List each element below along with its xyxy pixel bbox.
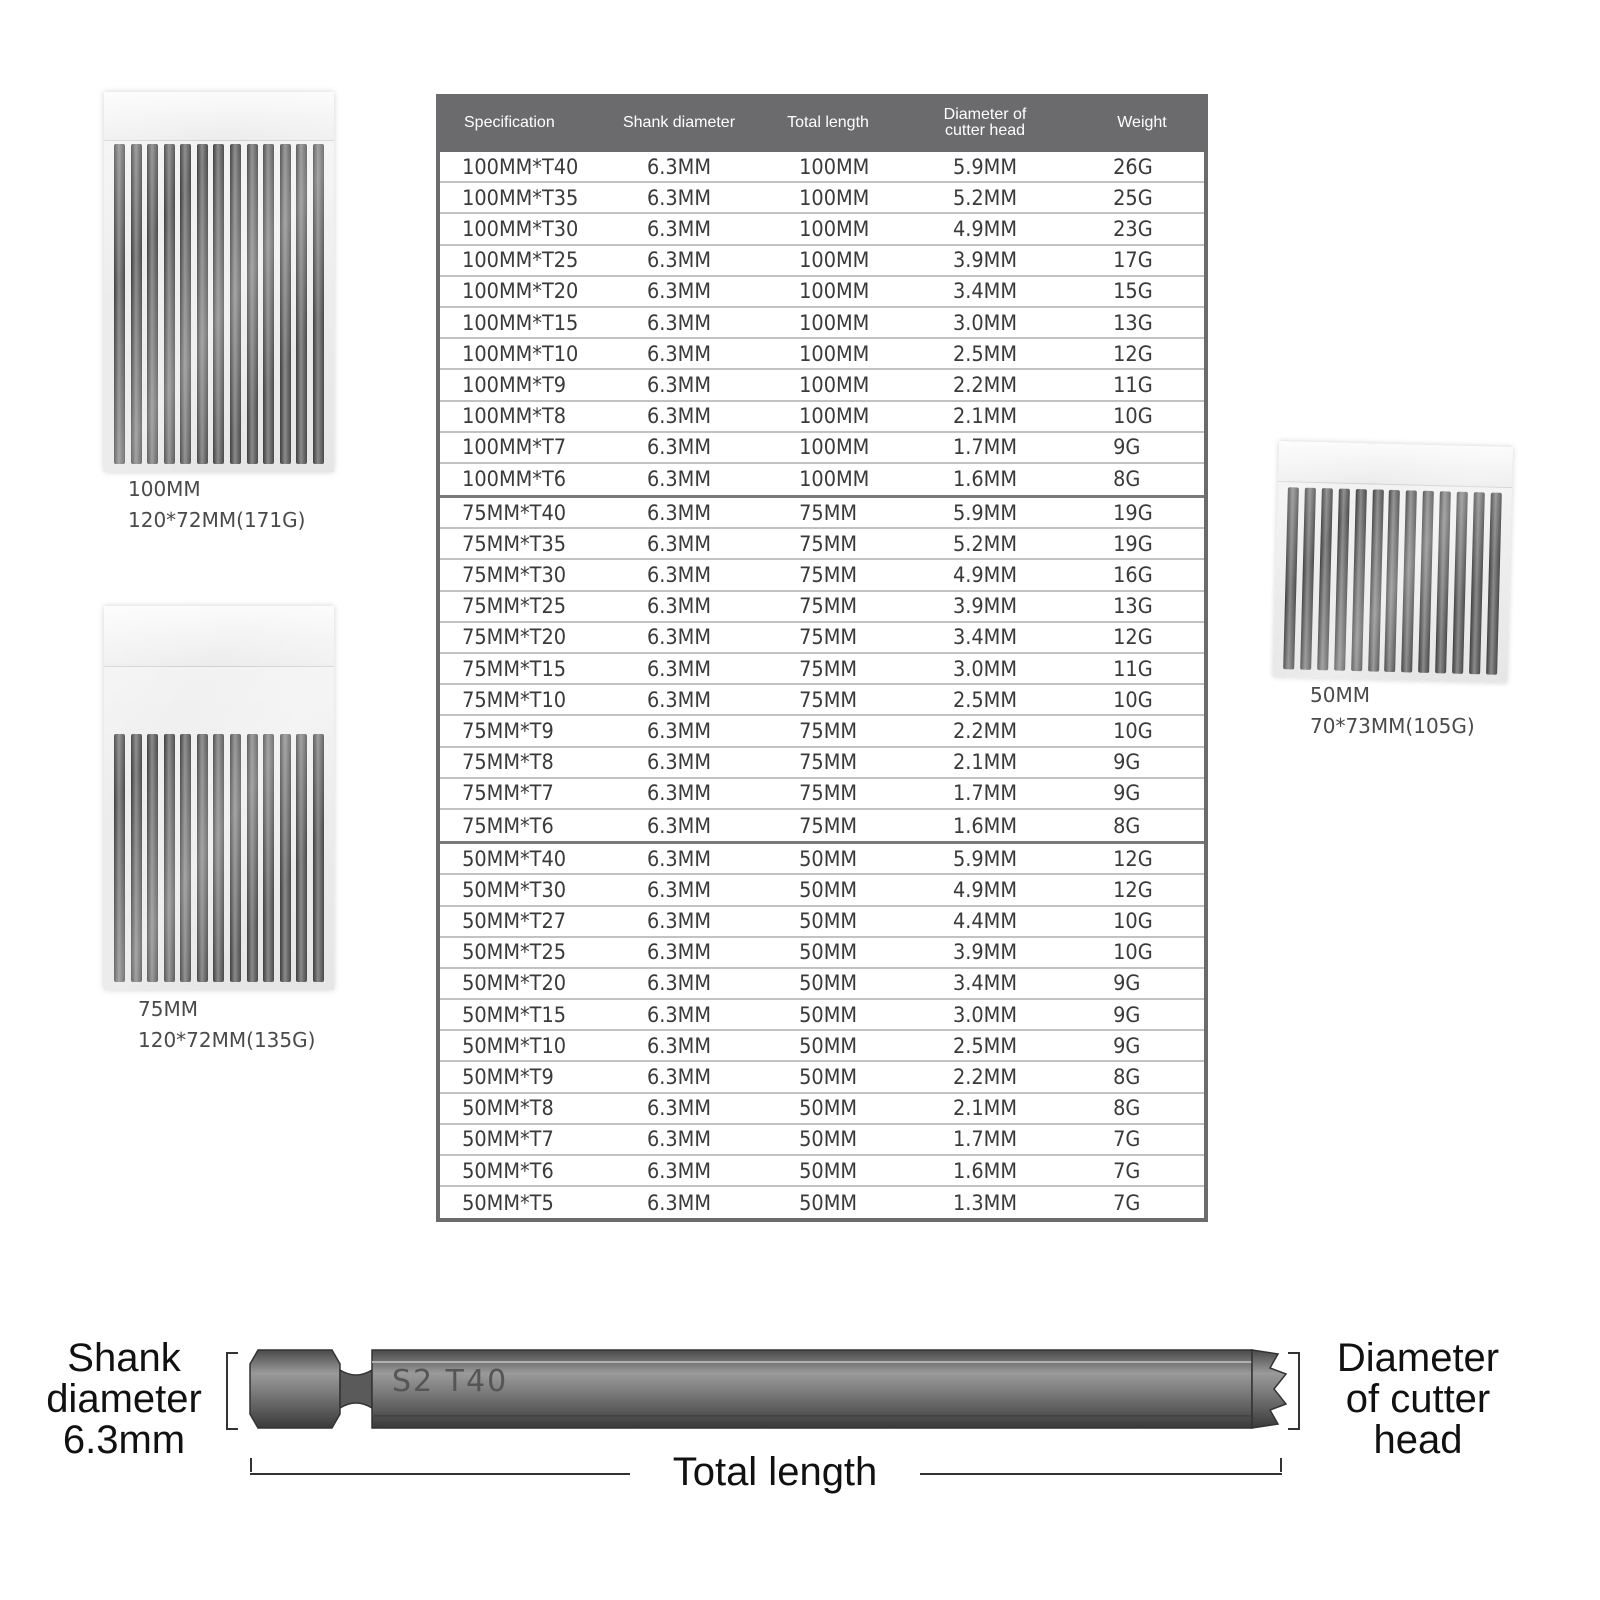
cell-spec: 75MM*T6 bbox=[462, 813, 554, 838]
cell-weight: 16G bbox=[1113, 563, 1153, 588]
cell-weight: 7G bbox=[1113, 1158, 1141, 1183]
spec-table bbox=[436, 94, 1208, 1222]
cell-shank: 6.3MM bbox=[646, 279, 712, 304]
shank-label-line-1: Shank bbox=[67, 1336, 181, 1380]
cell-head: 5.9MM bbox=[952, 500, 1018, 525]
shank-bracket bbox=[226, 1352, 238, 1430]
cell-head: 3.9MM bbox=[952, 594, 1018, 619]
cell-spec: 75MM*T8 bbox=[462, 750, 554, 775]
cell-weight: 9G bbox=[1113, 971, 1141, 996]
table-row bbox=[440, 654, 1204, 685]
cell-head: 3.9MM bbox=[952, 940, 1018, 965]
cell-spec: 50MM*T7 bbox=[462, 1127, 554, 1152]
table-row bbox=[440, 748, 1204, 779]
cell-length: 50MM bbox=[799, 909, 858, 934]
cell-weight: 10G bbox=[1113, 909, 1153, 934]
cell-shank: 6.3MM bbox=[646, 656, 712, 681]
cell-shank: 6.3MM bbox=[646, 718, 712, 743]
length-tick-right bbox=[1280, 1458, 1282, 1472]
cell-spec: 50MM*T15 bbox=[462, 1002, 567, 1027]
cell-shank: 6.3MM bbox=[646, 404, 712, 429]
cell-head: 3.0MM bbox=[952, 1002, 1018, 1027]
cell-spec: 100MM*T9 bbox=[462, 372, 567, 397]
pack-100-size: 120*72MM(171G) bbox=[128, 508, 306, 532]
cell-head: 4.9MM bbox=[952, 216, 1018, 241]
pack-100-length: 100MM bbox=[128, 477, 201, 501]
cell-weight: 8G bbox=[1113, 1065, 1141, 1090]
cell-spec: 50MM*T5 bbox=[462, 1190, 554, 1215]
cell-length: 75MM bbox=[799, 687, 858, 712]
cell-shank: 6.3MM bbox=[646, 781, 712, 806]
length-dimension-right bbox=[920, 1473, 1282, 1475]
length-tick-left bbox=[250, 1458, 252, 1472]
cell-head: 2.1MM bbox=[952, 750, 1018, 775]
cell-length: 100MM bbox=[799, 216, 870, 241]
cell-length: 75MM bbox=[799, 718, 858, 743]
cell-shank: 6.3MM bbox=[646, 372, 712, 397]
cell-head: 5.9MM bbox=[952, 846, 1018, 871]
cell-weight: 26G bbox=[1113, 154, 1153, 179]
cell-length: 50MM bbox=[799, 1002, 858, 1027]
header-weight: Weight bbox=[1117, 114, 1167, 131]
cell-shank: 6.3MM bbox=[646, 341, 712, 366]
cell-spec: 100MM*T7 bbox=[462, 435, 567, 460]
bag-photo-100mm bbox=[104, 92, 334, 472]
cell-length: 100MM bbox=[799, 185, 870, 210]
table-row bbox=[440, 370, 1204, 401]
cell-shank: 6.3MM bbox=[646, 971, 712, 996]
cell-length: 100MM bbox=[799, 279, 870, 304]
cell-weight: 15G bbox=[1113, 279, 1153, 304]
cell-shank: 6.3MM bbox=[646, 1127, 712, 1152]
cell-weight: 25G bbox=[1113, 185, 1153, 210]
cell-head: 2.5MM bbox=[952, 1033, 1018, 1058]
cell-spec: 100MM*T25 bbox=[462, 248, 579, 273]
cell-head: 2.5MM bbox=[952, 687, 1018, 712]
table-row bbox=[440, 1062, 1204, 1093]
cell-length: 50MM bbox=[799, 1127, 858, 1152]
cell-length: 75MM bbox=[799, 563, 858, 588]
cell-weight: 10G bbox=[1113, 718, 1153, 743]
cell-shank: 6.3MM bbox=[646, 185, 712, 210]
cell-head: 2.1MM bbox=[952, 1096, 1018, 1121]
cell-head: 3.4MM bbox=[952, 971, 1018, 996]
cell-length: 75MM bbox=[799, 656, 858, 681]
cutter-head-diameter-label bbox=[1318, 1338, 1518, 1461]
cell-head: 3.4MM bbox=[952, 625, 1018, 650]
header-total-length: Total length bbox=[787, 114, 869, 131]
bag-photo-75mm bbox=[104, 606, 334, 990]
table-row bbox=[440, 1000, 1204, 1031]
cell-length: 100MM bbox=[799, 154, 870, 179]
header-specification: Specification bbox=[464, 114, 555, 131]
cell-spec: 50MM*T8 bbox=[462, 1096, 554, 1121]
cell-weight: 13G bbox=[1113, 594, 1153, 619]
cell-length: 100MM bbox=[799, 248, 870, 273]
cell-weight: 9G bbox=[1113, 781, 1141, 806]
cell-head: 5.2MM bbox=[952, 185, 1018, 210]
cell-shank: 6.3MM bbox=[646, 750, 712, 775]
table-row bbox=[440, 844, 1204, 875]
cell-head: 2.5MM bbox=[952, 341, 1018, 366]
cell-shank: 6.3MM bbox=[646, 625, 712, 650]
cell-spec: 50MM*T40 bbox=[462, 846, 567, 871]
cell-shank: 6.3MM bbox=[646, 687, 712, 712]
cell-spec: 75MM*T35 bbox=[462, 531, 567, 556]
cell-weight: 9G bbox=[1113, 435, 1141, 460]
table-row bbox=[440, 779, 1204, 810]
cell-length: 75MM bbox=[799, 625, 858, 650]
cell-length: 50MM bbox=[799, 846, 858, 871]
cell-spec: 75MM*T10 bbox=[462, 687, 567, 712]
cell-spec: 75MM*T25 bbox=[462, 594, 567, 619]
table-row bbox=[440, 685, 1204, 716]
cell-weight: 12G bbox=[1113, 341, 1153, 366]
table-row bbox=[440, 308, 1204, 339]
cell-shank: 6.3MM bbox=[646, 1158, 712, 1183]
cell-weight: 9G bbox=[1113, 1002, 1141, 1027]
cell-head: 4.9MM bbox=[952, 877, 1018, 902]
cell-head: 1.7MM bbox=[952, 1127, 1018, 1152]
shank-diameter-label bbox=[36, 1338, 212, 1461]
head-label-line-3: head bbox=[1373, 1418, 1463, 1462]
table-row bbox=[440, 529, 1204, 560]
cell-head: 5.9MM bbox=[952, 154, 1018, 179]
cell-spec: 100MM*T15 bbox=[462, 310, 579, 335]
header-shank-diameter: Shank diameter bbox=[622, 114, 736, 131]
cell-length: 75MM bbox=[799, 531, 858, 556]
cell-spec: 100MM*T35 bbox=[462, 185, 579, 210]
total-length-label: Total length bbox=[672, 1450, 878, 1494]
table-group bbox=[440, 841, 1204, 1218]
table-row bbox=[440, 1031, 1204, 1062]
cell-spec: 100MM*T20 bbox=[462, 279, 579, 304]
cell-shank: 6.3MM bbox=[646, 594, 712, 619]
table-row bbox=[440, 183, 1204, 214]
shank-label-line-3: 6.3mm bbox=[62, 1418, 186, 1462]
cell-length: 50MM bbox=[799, 1033, 858, 1058]
table-row bbox=[440, 1125, 1204, 1156]
table-row bbox=[440, 623, 1204, 654]
cell-spec: 75MM*T9 bbox=[462, 718, 554, 743]
cell-head: 1.6MM bbox=[952, 1158, 1018, 1183]
cell-weight: 19G bbox=[1113, 500, 1153, 525]
cell-weight: 9G bbox=[1113, 1033, 1141, 1058]
table-row bbox=[440, 277, 1204, 308]
cell-spec: 50MM*T10 bbox=[462, 1033, 567, 1058]
cell-weight: 17G bbox=[1113, 248, 1153, 273]
cell-spec: 100MM*T10 bbox=[462, 341, 579, 366]
cell-head: 1.7MM bbox=[952, 781, 1018, 806]
head-label-line-2: of cutter bbox=[1345, 1377, 1491, 1421]
cell-weight: 19G bbox=[1113, 531, 1153, 556]
cell-weight: 13G bbox=[1113, 310, 1153, 335]
cell-head: 1.7MM bbox=[952, 435, 1018, 460]
cell-spec: 75MM*T30 bbox=[462, 563, 567, 588]
cell-shank: 6.3MM bbox=[646, 940, 712, 965]
cell-length: 50MM bbox=[799, 971, 858, 996]
cell-shank: 6.3MM bbox=[646, 1033, 712, 1058]
cell-length: 75MM bbox=[799, 500, 858, 525]
table-row bbox=[440, 907, 1204, 938]
cell-head: 2.2MM bbox=[952, 372, 1018, 397]
cell-length: 75MM bbox=[799, 781, 858, 806]
cell-weight: 12G bbox=[1113, 877, 1153, 902]
cell-spec: 75MM*T20 bbox=[462, 625, 567, 650]
cell-length: 75MM bbox=[799, 594, 858, 619]
cell-length: 100MM bbox=[799, 404, 870, 429]
cell-shank: 6.3MM bbox=[646, 909, 712, 934]
cell-shank: 6.3MM bbox=[646, 310, 712, 335]
cell-length: 75MM bbox=[799, 750, 858, 775]
table-row bbox=[440, 246, 1204, 277]
cell-weight: 10G bbox=[1113, 687, 1153, 712]
cell-weight: 10G bbox=[1113, 940, 1153, 965]
cell-spec: 50MM*T30 bbox=[462, 877, 567, 902]
head-label-line-1: Diameter bbox=[1336, 1336, 1500, 1380]
cell-shank: 6.3MM bbox=[646, 1190, 712, 1215]
cell-shank: 6.3MM bbox=[646, 435, 712, 460]
table-row bbox=[440, 214, 1204, 245]
cell-spec: 50MM*T9 bbox=[462, 1065, 554, 1090]
cell-head: 4.4MM bbox=[952, 909, 1018, 934]
table-row bbox=[440, 810, 1204, 841]
cell-weight: 8G bbox=[1113, 467, 1141, 492]
cell-shank: 6.3MM bbox=[646, 467, 712, 492]
cell-head: 2.2MM bbox=[952, 718, 1018, 743]
cell-weight: 7G bbox=[1113, 1127, 1141, 1152]
table-row bbox=[440, 1187, 1204, 1218]
cell-shank: 6.3MM bbox=[646, 813, 712, 838]
cell-shank: 6.3MM bbox=[646, 563, 712, 588]
cell-shank: 6.3MM bbox=[646, 248, 712, 273]
cell-head: 3.0MM bbox=[952, 310, 1018, 335]
cell-head: 2.1MM bbox=[952, 404, 1018, 429]
cell-spec: 50MM*T20 bbox=[462, 971, 567, 996]
cell-length: 50MM bbox=[799, 940, 858, 965]
cell-weight: 8G bbox=[1113, 813, 1141, 838]
shank-label-line-2: diameter bbox=[46, 1377, 202, 1421]
table-row bbox=[440, 969, 1204, 1000]
cell-head: 5.2MM bbox=[952, 531, 1018, 556]
cell-shank: 6.3MM bbox=[646, 154, 712, 179]
table-row bbox=[440, 498, 1204, 529]
cell-length: 100MM bbox=[799, 341, 870, 366]
cell-weight: 12G bbox=[1113, 846, 1153, 871]
cell-shank: 6.3MM bbox=[646, 500, 712, 525]
table-row bbox=[440, 152, 1204, 183]
pack-100-caption bbox=[128, 474, 305, 536]
table-row bbox=[440, 560, 1204, 591]
spec-table-header bbox=[440, 94, 1204, 152]
table-row bbox=[440, 1156, 1204, 1187]
cell-weight: 12G bbox=[1113, 625, 1153, 650]
cell-weight: 11G bbox=[1113, 372, 1153, 397]
cell-spec: 75MM*T7 bbox=[462, 781, 554, 806]
pack-50-length: 50MM bbox=[1310, 683, 1370, 707]
header-cutter-head-diameter: Diameter of cutter head bbox=[943, 106, 1027, 139]
cell-length: 75MM bbox=[799, 813, 858, 838]
cell-shank: 6.3MM bbox=[646, 877, 712, 902]
cell-weight: 10G bbox=[1113, 404, 1153, 429]
pack-75-caption bbox=[138, 994, 315, 1056]
cell-length: 100MM bbox=[799, 435, 870, 460]
cell-shank: 6.3MM bbox=[646, 1002, 712, 1027]
cell-length: 100MM bbox=[799, 310, 870, 335]
cell-spec: 100MM*T6 bbox=[462, 467, 567, 492]
bag-photo-50mm bbox=[1273, 441, 1513, 683]
cell-head: 2.2MM bbox=[952, 1065, 1018, 1090]
spec-table-body bbox=[440, 152, 1204, 1218]
cell-head: 3.0MM bbox=[952, 656, 1018, 681]
cell-shank: 6.3MM bbox=[646, 846, 712, 871]
cell-weight: 8G bbox=[1113, 1096, 1141, 1121]
cell-spec: 50MM*T25 bbox=[462, 940, 567, 965]
cell-head: 4.9MM bbox=[952, 563, 1018, 588]
pack-75-size: 120*72MM(135G) bbox=[138, 1028, 316, 1052]
cell-head: 1.6MM bbox=[952, 467, 1018, 492]
cell-length: 100MM bbox=[799, 467, 870, 492]
cell-spec: 50MM*T27 bbox=[462, 909, 567, 934]
cell-length: 50MM bbox=[799, 877, 858, 902]
cell-spec: 75MM*T40 bbox=[462, 500, 567, 525]
table-row bbox=[440, 716, 1204, 747]
head-bracket bbox=[1288, 1352, 1300, 1430]
cell-head: 1.6MM bbox=[952, 813, 1018, 838]
table-row bbox=[440, 339, 1204, 370]
cell-head: 3.4MM bbox=[952, 279, 1018, 304]
cell-weight: 9G bbox=[1113, 750, 1141, 775]
cell-head: 1.3MM bbox=[952, 1190, 1018, 1215]
table-row bbox=[440, 875, 1204, 906]
table-row bbox=[440, 464, 1204, 495]
pack-75-length: 75MM bbox=[138, 997, 198, 1021]
table-group bbox=[440, 152, 1204, 495]
cell-length: 50MM bbox=[799, 1096, 858, 1121]
length-dimension-left bbox=[250, 1473, 630, 1475]
cell-head: 3.9MM bbox=[952, 248, 1018, 273]
cell-spec: 50MM*T6 bbox=[462, 1158, 554, 1183]
cell-spec: 100MM*T8 bbox=[462, 404, 567, 429]
table-row bbox=[440, 938, 1204, 969]
cell-length: 50MM bbox=[799, 1190, 858, 1215]
cell-spec: 100MM*T30 bbox=[462, 216, 579, 241]
cell-spec: 100MM*T40 bbox=[462, 154, 579, 179]
table-row bbox=[440, 1094, 1204, 1125]
table-group bbox=[440, 495, 1204, 841]
pack-50-caption bbox=[1310, 680, 1475, 742]
cell-weight: 7G bbox=[1113, 1190, 1141, 1215]
table-row bbox=[440, 433, 1204, 464]
table-row bbox=[440, 592, 1204, 623]
cell-length: 100MM bbox=[799, 372, 870, 397]
cell-shank: 6.3MM bbox=[646, 216, 712, 241]
cell-weight: 11G bbox=[1113, 656, 1153, 681]
cell-shank: 6.3MM bbox=[646, 1096, 712, 1121]
cell-shank: 6.3MM bbox=[646, 531, 712, 556]
cell-length: 50MM bbox=[799, 1158, 858, 1183]
bit-engraving: S2 T40 bbox=[392, 1364, 509, 1399]
pack-50-size: 70*73MM(105G) bbox=[1310, 714, 1475, 738]
cell-weight: 23G bbox=[1113, 216, 1153, 241]
table-row bbox=[440, 402, 1204, 433]
cell-shank: 6.3MM bbox=[646, 1065, 712, 1090]
cell-spec: 75MM*T15 bbox=[462, 656, 567, 681]
cell-length: 50MM bbox=[799, 1065, 858, 1090]
